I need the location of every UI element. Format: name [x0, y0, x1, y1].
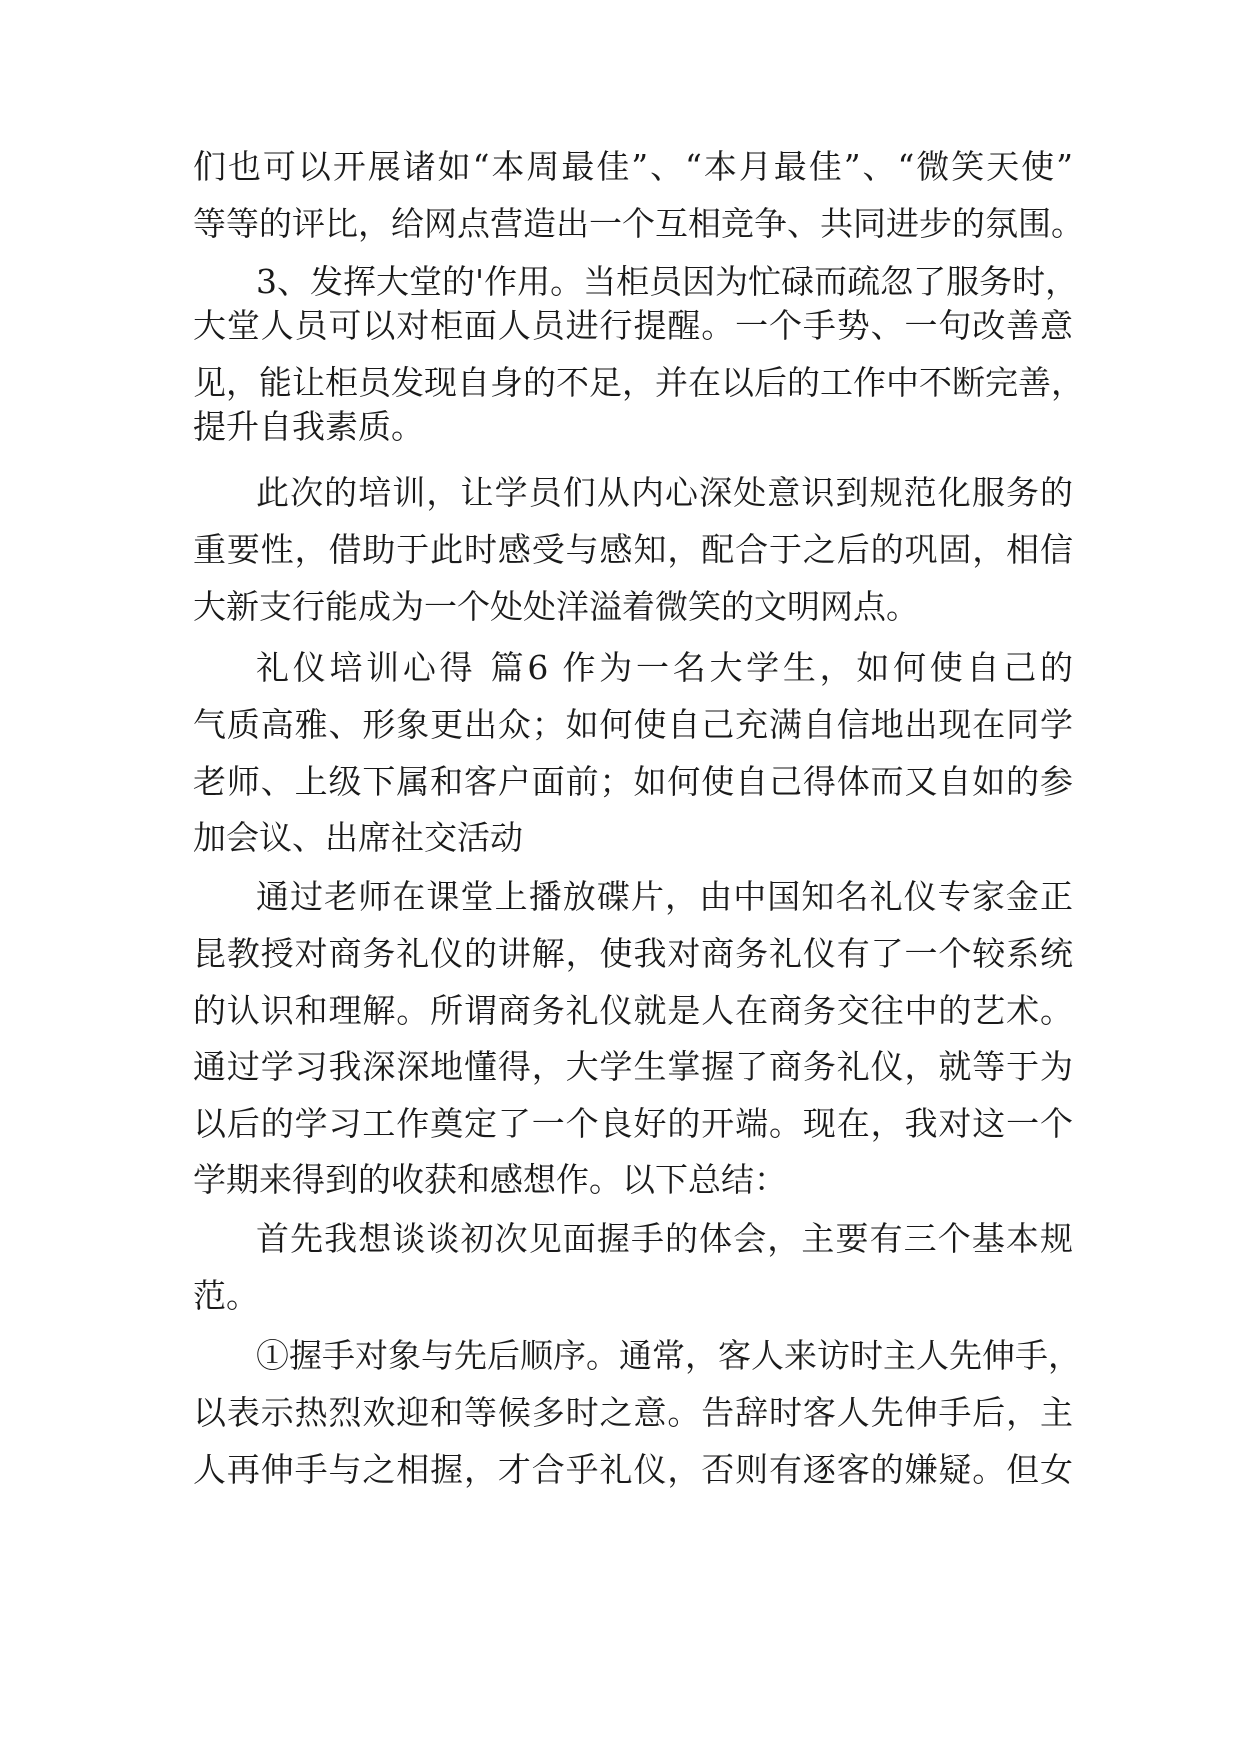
text-line: 范。 [193, 1276, 259, 1315]
text-line: 们也可以开展诸如“本周最佳”、“本月最佳”、“微笑天使” [193, 147, 1073, 186]
text-line: 3、发挥大堂的'作用。当柜员因为忙碌而疏忽了服务时， [256, 262, 1079, 301]
text-line: 学期来得到的收获和感想作。以下总结： [193, 1160, 787, 1199]
text-line: 提升自我素质。 [193, 407, 424, 446]
text-line: 重要性，借助于此时感受与感知，配合于之后的巩固，相信 [193, 530, 1073, 569]
text-line: 气质高雅、形象更出众；如何使自己充满自信地出现在同学 [193, 705, 1073, 744]
text-line: 礼仪培训心得 篇6 作为一名大学生，如何使自己的 [256, 648, 1073, 687]
text-line: 老师、上级下属和客户面前；如何使自己得体而又自如的参 [193, 762, 1073, 801]
text-line: ①握手对象与先后顺序。通常，客人来访时主人先伸手， [256, 1336, 1081, 1375]
text-line: 的认识和理解。所谓商务礼仪就是人在商务交往中的艺术。 [193, 991, 1073, 1030]
text-line: 通过老师在课堂上播放碟片，由中国知名礼仪专家金正 [256, 877, 1073, 916]
text-line: 首先我想谈谈初次见面握手的体会，主要有三个基本规 [256, 1219, 1073, 1258]
text-line: 人再伸手与之相握，才合乎礼仪，否则有逐客的嫌疑。但女 [193, 1450, 1073, 1489]
text-line: 通过学习我深深地懂得，大学生掌握了商务礼仪，就等于为 [193, 1047, 1073, 1086]
text-line: 以后的学习工作奠定了一个良好的开端。现在，我对这一个 [193, 1104, 1073, 1143]
text-line: 加会议、出席社交活动 [193, 818, 523, 857]
text-line: 大新支行能成为一个处处洋溢着微笑的文明网点。 [193, 587, 919, 626]
text-line: 昆教授对商务礼仪的讲解，使我对商务礼仪有了一个较系统 [193, 934, 1073, 973]
text-line: 见，能让柜员发现自身的不足，并在以后的工作中不断完善， [193, 363, 1084, 402]
text-line: 大堂人员可以对柜面人员进行提醒。一个手势、一句改善意 [193, 306, 1073, 345]
text-line: 此次的培训，让学员们从内心深处意识到规范化服务的 [256, 473, 1073, 512]
text-line: 等等的评比，给网点营造出一个互相竞争、共同进步的氛围。 [193, 204, 1084, 243]
text-line: 以表示热烈欢迎和等候多时之意。告辞时客人先伸手后，主 [193, 1393, 1073, 1432]
